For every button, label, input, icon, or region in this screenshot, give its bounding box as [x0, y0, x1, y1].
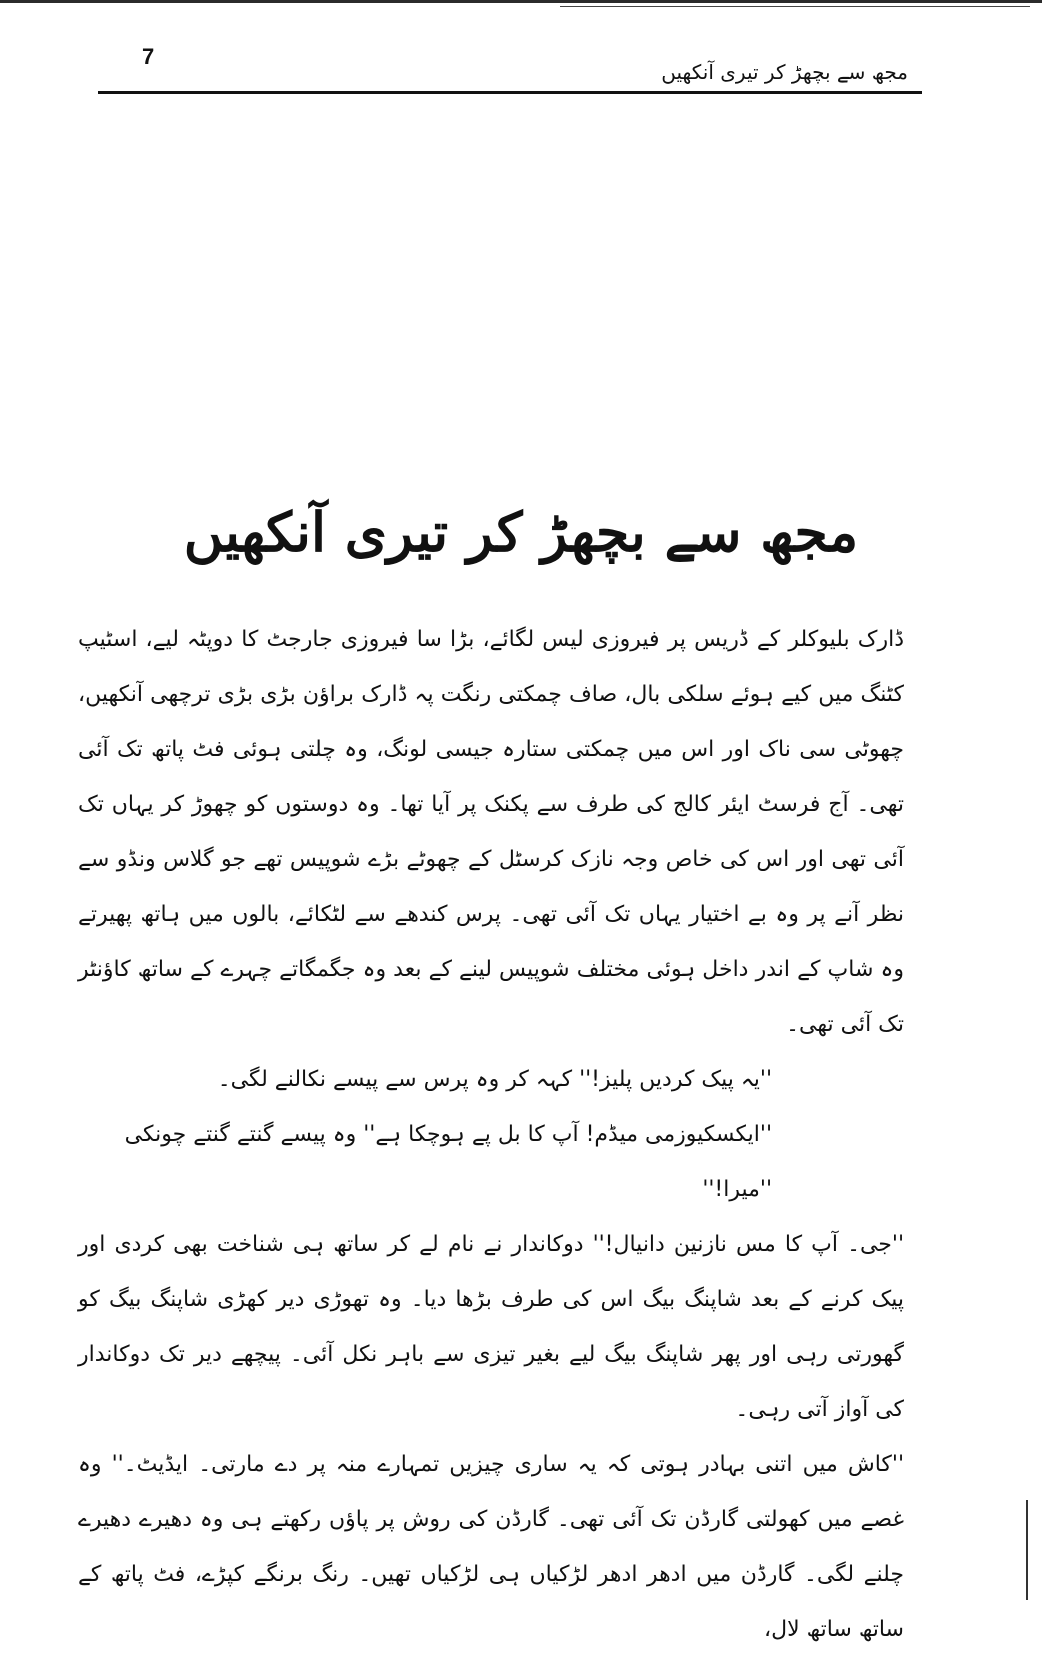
- header-rule: [98, 91, 922, 94]
- paragraph-intro: ڈارک بلیوکلر کے ڈریس پر فیروزی لیس لگائے، بڑا سا فیروزی جارجٹ کا دوپٹہ لیے، اسٹیپ کٹنگ میں کیے ہوئے سلکی بال، صاف چمکتی رنگت پہ ڈارک براؤن بڑی بڑی ترچھی آنکھیں، چھوٹی سی ناک اور اس میں چمکتی ستارہ جیسی لونگ، وہ چلتی ہوئی فٹ پاتھ تک آئی تھی۔ آج فرسٹ ایئر کالج کی طرف سے پکنک پر آیا تھا۔ وہ دوستوں کو چھوڑ کر یہاں تک آئی تھی اور اس کی خاص وجہ نازک کرسٹل کے چھوٹے بڑے شوپیس تھے جو گلاس ونڈو سے نظر آنے پر وہ بے اختیار یہاں تک آئی تھی۔ پرس کندھے سے لٹکائے، بالوں میں ہاتھ پھیرتے وہ شاپ کے اندر داخل ہوئی مختلف شوپیس لینے کے بعد وہ جگمگاتے چہرے کے ساتھ کاؤنٹر تک آئی تھی۔: [78, 627, 904, 1037]
- chapter-title: مجھ سے بچھڑ کر تیری آنکھیں: [183, 500, 859, 564]
- dialog-bill-paid: ''ایکسکیوزمی میڈم! آپ کا بل پے ہوچکا ہے'' وہ پیسے گنتے گنتے چونکی: [124, 1122, 772, 1147]
- paragraph-garden: ''کاش میں اتنی بہادر ہوتی کہ یہ ساری چیزیں تمہارے منہ پر دے مارتی۔ ایڈیٹ۔'' وہ غصے میں کھولتی گارڈن تک آئی تھی۔ گارڈن کی روش پر پاؤں رکھتے ہی وہ دھیرے دھیرے چلنے لگی۔ گارڈن میں ادھر ادھر لڑکیاں ہی لڑکیاں تھیں۔ رنگ برنگے کپڑے، فٹ پاتھ کے ساتھ ساتھ لال،: [78, 1452, 904, 1642]
- running-title: مجھ سے بچھڑ کر تیری آنکھیں: [661, 60, 908, 84]
- page-number: 7: [142, 44, 155, 69]
- paragraph-shopkeeper: ''جی۔ آپ کا مس نازنین دانیال!'' دوکاندار نے نام لے کر ساتھ ہی شناخت بھی کردی اور پیک کرنے کے بعد شاپنگ بیگ اس کی طرف بڑھا دیا۔ وہ تھوڑی دیر کھڑی شاپنگ بیگ کو گھورتی رہی اور پھر شاپنگ بیگ لیے بغیر تیزی سے باہر نکل آئی۔ پیچھے دیر تک دوکاندار کی آواز آتی رہی۔: [78, 1232, 904, 1422]
- dialog-mine: ''میرا!'': [702, 1177, 772, 1202]
- scan-edge-line: [560, 6, 1030, 7]
- scan-edge-top: [0, 0, 1042, 3]
- body-text: [78, 612, 904, 1657]
- scan-edge-right: [1026, 1500, 1028, 1600]
- dialog-pack-request: ''یہ پیک کردیں پلیز!'' کہہ کر وہ پرس سے پیسے نکالنے لگی۔: [217, 1067, 772, 1092]
